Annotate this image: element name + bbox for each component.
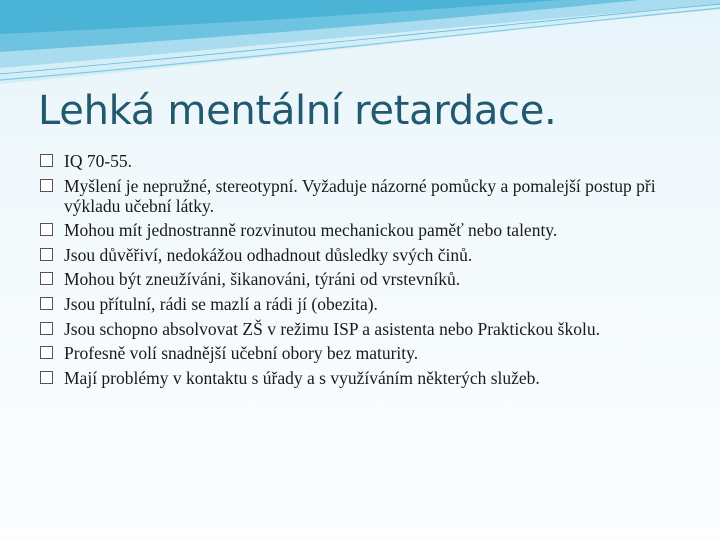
checkbox-bullet-icon bbox=[40, 346, 53, 359]
bullet-item bbox=[40, 176, 700, 216]
bullet-text: Mohou mít jednostranně rozvinutou mechanickou paměť nebo talenty. bbox=[64, 220, 558, 241]
bullet-item bbox=[40, 151, 700, 171]
slide-title: Lehká mentální retardace. bbox=[38, 88, 557, 134]
bullet-item bbox=[40, 220, 700, 240]
checkbox-bullet-icon bbox=[40, 223, 53, 236]
checkbox-bullet-icon bbox=[40, 297, 53, 310]
bullet-text: Mohou být zneužíváni, šikanováni, týráni od vrstevníků. bbox=[64, 269, 461, 290]
bullet-text: Myšlení je nepružné, stereotypní. Vyžaduje názorné pomůcky a pomalejší postup při výkladu učební látky. bbox=[64, 175, 656, 216]
checkbox-bullet-icon bbox=[40, 179, 53, 192]
bullet-item bbox=[40, 319, 700, 339]
checkbox-bullet-icon bbox=[40, 248, 53, 261]
bullet-item bbox=[40, 269, 700, 289]
bullet-text: Mají problémy v kontaktu s úřady a s využíváním některých služeb. bbox=[64, 367, 540, 388]
bullet-list bbox=[40, 151, 700, 392]
checkbox-bullet-icon bbox=[40, 371, 53, 384]
bullet-item bbox=[40, 343, 700, 363]
checkbox-bullet-icon bbox=[40, 272, 53, 285]
checkbox-bullet-icon bbox=[40, 322, 53, 335]
bullet-text: Jsou schopno absolvovat ZŠ v režimu ISP a asistenta nebo Praktickou školu. bbox=[64, 318, 600, 339]
header-wave-decoration bbox=[0, 0, 720, 90]
bullet-item bbox=[40, 245, 700, 265]
bullet-text: Jsou důvěřiví, nedokážou odhadnout důsledky svých činů. bbox=[64, 244, 473, 265]
bullet-item bbox=[40, 294, 700, 314]
bullet-text: IQ 70-55. bbox=[64, 151, 133, 171]
bullet-text: Profesně volí snadnější učební obory bez maturity. bbox=[64, 343, 419, 364]
checkbox-bullet-icon bbox=[40, 154, 53, 167]
bullet-item bbox=[40, 368, 700, 388]
bullet-text: Jsou přítulní, rádi se mazlí a rádi jí (obezita). bbox=[64, 293, 378, 314]
